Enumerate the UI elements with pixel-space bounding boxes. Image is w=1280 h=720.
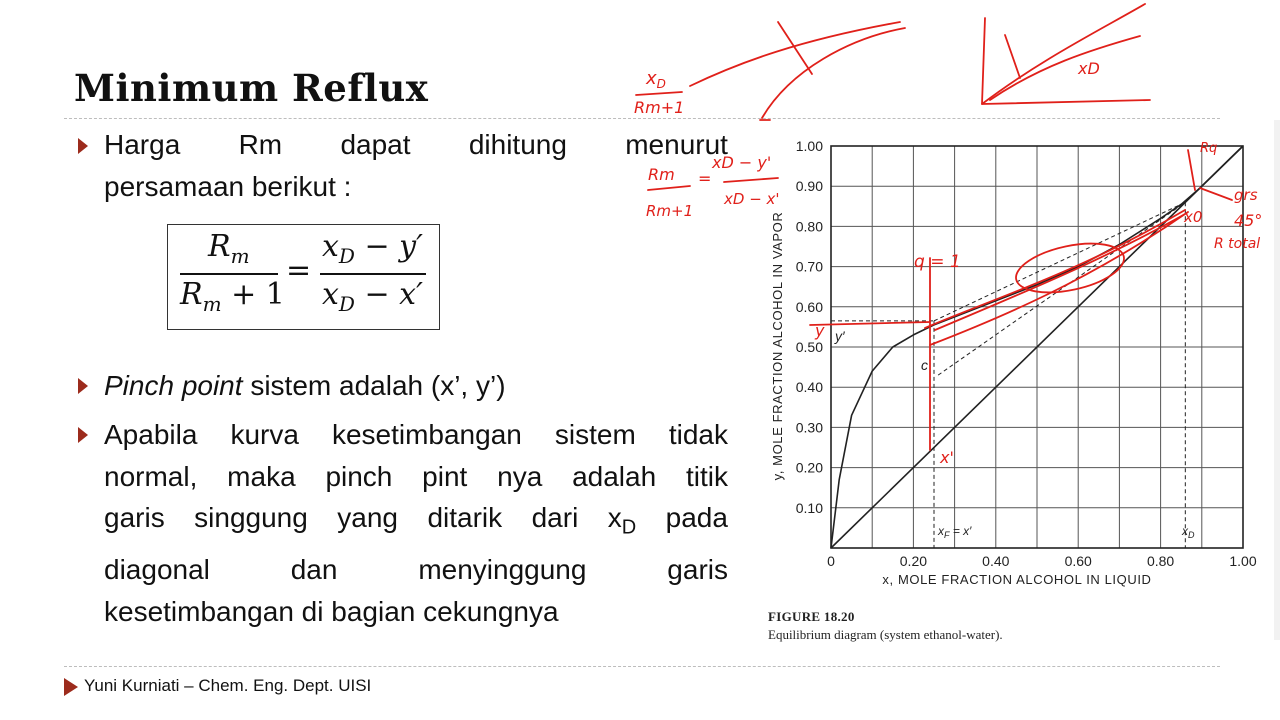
word: dihitung bbox=[468, 129, 567, 160]
x-tick-label: 0.40 bbox=[982, 553, 1010, 569]
slide-title: Minimum Reflux bbox=[74, 66, 429, 110]
y-prime-label: y′ bbox=[835, 328, 845, 344]
footer-divider bbox=[64, 666, 1220, 667]
formula-box bbox=[167, 224, 440, 330]
c-label: c bbox=[921, 357, 928, 373]
bullet-1-text bbox=[104, 124, 728, 207]
y-tick-label: 0.40 bbox=[795, 379, 823, 396]
ink-sketch-2-line bbox=[990, 36, 1140, 100]
bullet-2-text bbox=[104, 365, 506, 407]
formula-lhs-numerator: $R_m$ bbox=[208, 229, 250, 268]
bullet-3-line-5: kesetimbangan di bagian cekungnya bbox=[104, 595, 559, 627]
y-tick-label: 0.50 bbox=[795, 339, 823, 355]
bullet-3-line-4: diagonal dan menyinggung garis bbox=[104, 554, 728, 586]
ink-sketch-1-curve bbox=[762, 28, 905, 118]
figure-number: FIGURE 18.20 bbox=[768, 609, 855, 624]
ink-sketch-1-cross bbox=[778, 22, 812, 74]
ink-label-xd: $x_D$ bbox=[646, 68, 666, 91]
lower-operating-dashed bbox=[938, 202, 1185, 375]
ink-label-rtotal: R total bbox=[1214, 236, 1261, 252]
y-tick-label: 0.10 bbox=[795, 499, 823, 516]
bullet-3-text bbox=[104, 414, 728, 632]
ink-label-rm-plus-1: Rm+1 bbox=[634, 98, 685, 117]
x-tick-labels bbox=[827, 553, 1257, 569]
ink-label-q1: q = 1 bbox=[914, 252, 961, 272]
x-tick-label: 0 bbox=[827, 553, 835, 569]
ink-label-rhs-den: xD − x' bbox=[724, 190, 780, 208]
y-tick-label: 0.80 bbox=[795, 218, 823, 235]
ink-sketch-2-axes bbox=[982, 18, 1150, 104]
y-tick-label: 0.30 bbox=[795, 419, 823, 436]
bullet-marker-3 bbox=[78, 427, 88, 443]
ink-frac-bar-1 bbox=[636, 92, 682, 95]
bullet-3-line-3: garis singgung yang ditarik dari $x_D$ pada bbox=[104, 502, 728, 539]
xf-label: $x_F = x'$ bbox=[938, 524, 972, 540]
ink-label-rhs-num: xD − y' bbox=[712, 153, 772, 172]
formula-lhs-denominator: $R_m + 1$ bbox=[180, 277, 285, 316]
ink-label-rm-plus-1-b: Rm+1 bbox=[646, 202, 694, 220]
footer-arrow-icon bbox=[64, 678, 78, 696]
ink-sketch-2-mark bbox=[1005, 35, 1020, 78]
ink-sketch-1-line bbox=[690, 22, 900, 86]
bullet-3-line-2: normal, maka pinch pint nya adalah titik bbox=[104, 460, 728, 492]
y-tick-labels bbox=[796, 138, 823, 516]
y-axis-label: y, MOLE FRACTION ALCOHOL IN VAPOR bbox=[770, 211, 785, 481]
figure-caption bbox=[768, 608, 1003, 644]
ink-sketch-2-curve bbox=[982, 4, 1145, 104]
formula-lhs-bar bbox=[180, 273, 278, 275]
x-tick-label: 1.00 bbox=[1229, 553, 1257, 569]
formula-rhs-numerator: $x_D - y'$ bbox=[322, 229, 423, 268]
formula-equals: = bbox=[286, 253, 312, 288]
pinch-point-term: Pinch point bbox=[104, 370, 243, 401]
y-tick-label: 0.90 bbox=[795, 178, 823, 195]
bullet-1-line-1 bbox=[104, 124, 728, 166]
ink-label-x0: x0 bbox=[1184, 208, 1203, 226]
ink-label-45: 45° bbox=[1234, 211, 1263, 230]
ink-label-grs: grs bbox=[1234, 186, 1258, 204]
ink-label-xd-top: xD bbox=[1078, 59, 1100, 78]
word: Rm bbox=[238, 129, 283, 160]
ink-label-rq: Rq bbox=[1200, 141, 1218, 156]
title-divider bbox=[64, 118, 1220, 119]
y-tick-label: 0.20 bbox=[795, 459, 823, 476]
x-tick-label: 0.60 bbox=[1064, 553, 1092, 569]
ink-label-rm: Rm bbox=[648, 165, 675, 184]
bullet-1-line-2: persamaan berikut : bbox=[104, 170, 352, 202]
bullet-marker-1 bbox=[78, 138, 88, 154]
x-tick-label: 0.80 bbox=[1146, 553, 1175, 569]
bullet-3-line-1: Apabila kurva kesetimbangan sistem tidak bbox=[104, 419, 728, 450]
xd-label: $x_D$ bbox=[1182, 524, 1195, 540]
x-tick-label: 0.20 bbox=[899, 553, 928, 569]
formula-rhs-bar bbox=[320, 273, 426, 275]
y-tick-label: 0.70 bbox=[795, 258, 823, 275]
y-tick-label: 0.60 bbox=[795, 298, 823, 315]
word: menurut bbox=[625, 129, 728, 160]
next-slide-edge bbox=[1274, 120, 1280, 640]
x-axis-label: x, MOLE FRACTION ALCOHOL IN LIQUID bbox=[882, 572, 1152, 587]
y-tick-label: 1.00 bbox=[795, 138, 823, 154]
bullet-2-rest: sistem adalah (x’, y’) bbox=[242, 370, 506, 401]
ink-label-y: y bbox=[815, 321, 825, 340]
formula-rhs-denominator: $x_D - x'$ bbox=[322, 277, 423, 316]
footer-text: Yuni Kurniati – Chem. Eng. Dept. UISI bbox=[84, 676, 372, 695]
bullet-marker-2 bbox=[78, 378, 88, 394]
word: dapat bbox=[340, 129, 411, 160]
ink-label-eq: = bbox=[698, 169, 712, 188]
equilibrium-chart bbox=[760, 128, 1263, 598]
min-reflux-operating-dashed bbox=[934, 202, 1185, 321]
word: Harga bbox=[104, 129, 181, 160]
figure-caption-text: Equilibrium diagram (system ethanol-water). bbox=[768, 627, 1003, 642]
ink-label-x: x' bbox=[940, 448, 954, 467]
